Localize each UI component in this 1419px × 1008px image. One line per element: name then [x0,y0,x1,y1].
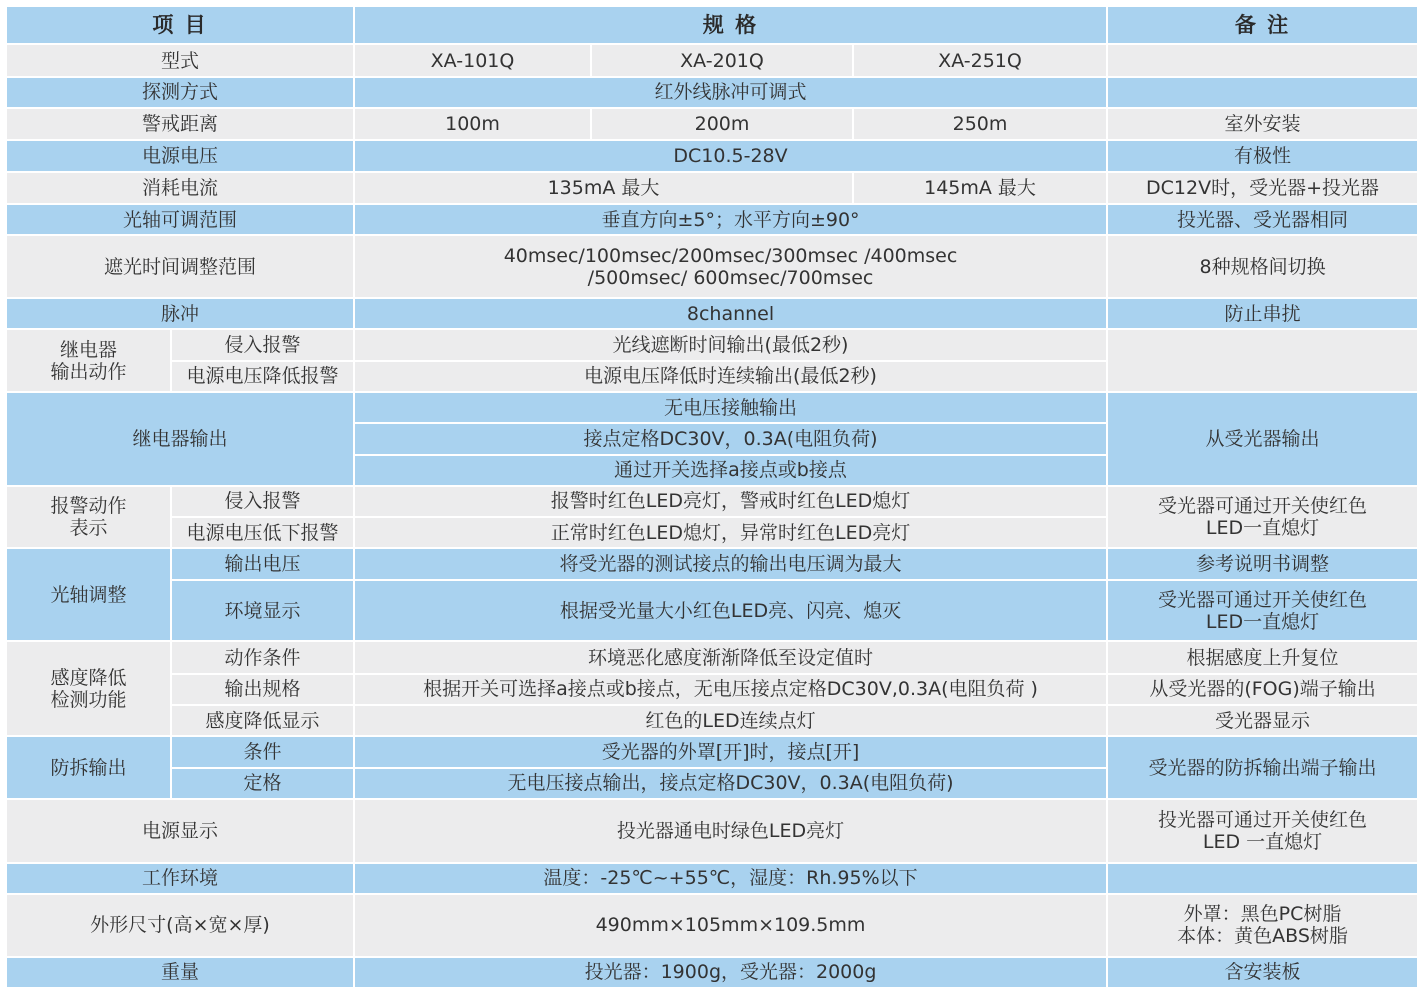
model-1: XA-101Q [354,44,591,76]
row-note: 受光器显示 [1107,705,1418,736]
distance-2: 200m [591,108,853,140]
row-label: 型式 [6,44,354,76]
row-note [1107,894,1418,957]
row-note: 从受光器的(FOG)端子输出 [1107,674,1418,705]
table-row-axis-env-display [6,580,1418,642]
row-label: 外形尺寸(高×宽×厚) [6,894,354,957]
note-line-2: LED一直熄灯 [1205,517,1320,540]
row-value: 无电压接点输出，接点定格DC30V，0.3A(电阻负荷) [354,768,1107,799]
table-row-current [6,172,1418,204]
group-label-line-2: 输出动作 [50,360,127,383]
row-note: 参考说明书调整 [1107,548,1418,579]
group-label [6,486,171,549]
row-note: 室外安装 [1107,108,1418,140]
table-row-alarm-intrusion [6,486,1418,517]
header-spec: 规 格 [354,6,1107,44]
sub-label: 环境显示 [171,580,354,642]
sub-label: 电源电压低下报警 [171,517,354,548]
table-row-relay-output [6,392,1418,423]
row-value: 将受光器的测试接点的输出电压调为最大 [354,548,1107,579]
table-row-model [6,44,1418,76]
sub-label: 输出电压 [171,548,354,579]
row-value: 温度：-25℃~+55℃，湿度：Rh.95%以下 [354,863,1107,894]
row-value: 电源电压降低时连续输出(最低2秒) [354,361,1107,392]
note-line-1: 受光器可通过开关使红色 [1158,588,1368,611]
group-label-line-1: 感度降低 [50,666,127,689]
relay-output-line-3: 通过开关选择a接点或b接点 [354,455,1107,486]
note-line-2: LED一直熄灯 [1205,610,1320,633]
table-row-relay-intrusion [6,329,1418,360]
row-note: 根据感度上升复位 [1107,641,1418,673]
note-line-1: 受光器可通过开关使红色 [1158,495,1368,518]
row-label: 警戒距离 [6,108,354,140]
sub-label: 输出规格 [171,674,354,705]
row-note [1107,44,1418,76]
group-label: 防拆输出 [6,736,171,799]
sub-label: 条件 [171,736,354,767]
group-label [6,329,171,392]
row-note: 含安装板 [1107,957,1418,988]
value-line-2: /500msec/ 600msec/700msec [587,266,874,289]
table-row-dimensions [6,894,1418,957]
row-label: 工作环境 [6,863,354,894]
table-row-axis-range [6,204,1418,235]
table-row-detect [6,77,1418,108]
relay-output-line-2: 接点定格DC30V，0.3A(电阻负荷) [354,423,1107,454]
header-item: 项 目 [6,6,354,44]
row-label: 遮光时间调整范围 [6,235,354,298]
table-header-row [6,6,1418,44]
row-value: 8channel [354,298,1107,329]
row-value: 环境恶化感度渐渐降低至设定值时 [354,641,1107,673]
current-12: 135mA 最大 [354,172,853,204]
table-row-block-time [6,235,1418,298]
table-row-weight [6,957,1418,988]
row-value: 投光器：1900g，受光器：2000g [354,957,1107,988]
table-row-sens-display [6,705,1418,736]
row-value: 490mm×105mm×109.5mm [354,894,1107,957]
group-label: 光轴调整 [6,548,171,641]
table-row-tamper-condition [6,736,1418,767]
sub-label: 定格 [171,768,354,799]
model-2: XA-201Q [591,44,853,76]
row-label: 消耗电流 [6,172,354,204]
row-note [1107,486,1418,549]
table-row-power-display [6,799,1418,863]
row-note [1107,863,1418,894]
note-line-1: 投光器可通过开关使红色 [1158,808,1368,831]
row-note [1107,329,1418,392]
row-note: 8种规格间切换 [1107,235,1418,298]
row-note: 从受光器输出 [1107,392,1418,486]
row-label: 电源电压 [6,140,354,171]
relay-output-line-1: 无电压接触输出 [354,392,1107,423]
table-row-sens-condition [6,641,1418,673]
table-row-distance [6,108,1418,140]
row-value: 光线遮断时间输出(最低2秒) [354,329,1107,360]
row-note [1107,77,1418,108]
row-label: 脉冲 [6,298,354,329]
sub-label: 侵入报警 [171,329,354,360]
row-value: 垂直方向±5°；水平方向±90° [354,204,1107,235]
sub-label: 感度降低显示 [171,705,354,736]
row-value: 受光器的外罩[开]时，接点[开] [354,736,1107,767]
row-value: 正常时红色LED熄灯，异常时红色LED亮灯 [354,517,1107,548]
row-value [354,235,1107,298]
row-value: 报警时红色LED亮灯，警戒时红色LED熄灯 [354,486,1107,517]
current-3: 145mA 最大 [853,172,1107,204]
table-row-axis-output-voltage [6,548,1418,579]
group-label-line-1: 报警动作 [50,495,127,518]
spec-table [5,5,1419,989]
distance-1: 100m [354,108,591,140]
value-line-1: 40msec/100msec/200msec/300msec /400msec [503,244,958,267]
group-label-line-2: 表示 [69,517,108,540]
row-note: 受光器的防拆输出端子输出 [1107,736,1418,799]
row-label: 光轴可调范围 [6,204,354,235]
table-row-power [6,140,1418,171]
row-note [1107,799,1418,863]
sub-label: 侵入报警 [171,486,354,517]
note-line-1: 外罩：黑色PC树脂 [1183,903,1342,926]
group-label-line-2: 检测功能 [50,688,127,711]
table-row-pulse [6,298,1418,329]
table-row-environment [6,863,1418,894]
row-note: DC12V时，受光器+投光器 [1107,172,1418,204]
header-note: 备 注 [1107,6,1418,44]
group-label [6,641,171,736]
row-note: 防止串扰 [1107,298,1418,329]
row-note: 有极性 [1107,140,1418,171]
row-value: 红色的LED连续点灯 [354,705,1107,736]
row-value: DC10.5-28V [354,140,1107,171]
row-label: 探测方式 [6,77,354,108]
row-value: 投光器通电时绿色LED亮灯 [354,799,1107,863]
model-3: XA-251Q [853,44,1107,76]
group-label-line-1: 继电器 [59,338,117,361]
row-note: 投光器、受光器相同 [1107,204,1418,235]
row-label: 继电器输出 [6,392,354,486]
row-label: 电源显示 [6,799,354,863]
row-label: 重量 [6,957,354,988]
sub-label: 电源电压降低报警 [171,361,354,392]
row-value: 根据受光量大小红色LED亮、闪亮、熄灭 [354,580,1107,642]
note-line-2: 本体：黄色ABS树脂 [1177,925,1348,948]
table-row-sens-output [6,674,1418,705]
sub-label: 动作条件 [171,641,354,673]
row-value: 红外线脉冲可调式 [354,77,1107,108]
row-note [1107,580,1418,642]
note-line-2: LED 一直熄灯 [1202,830,1323,853]
row-value: 根据开关可选择a接点或b接点，无电压接点定格DC30V,0.3A(电阻负荷 ) [354,674,1107,705]
distance-3: 250m [853,108,1107,140]
